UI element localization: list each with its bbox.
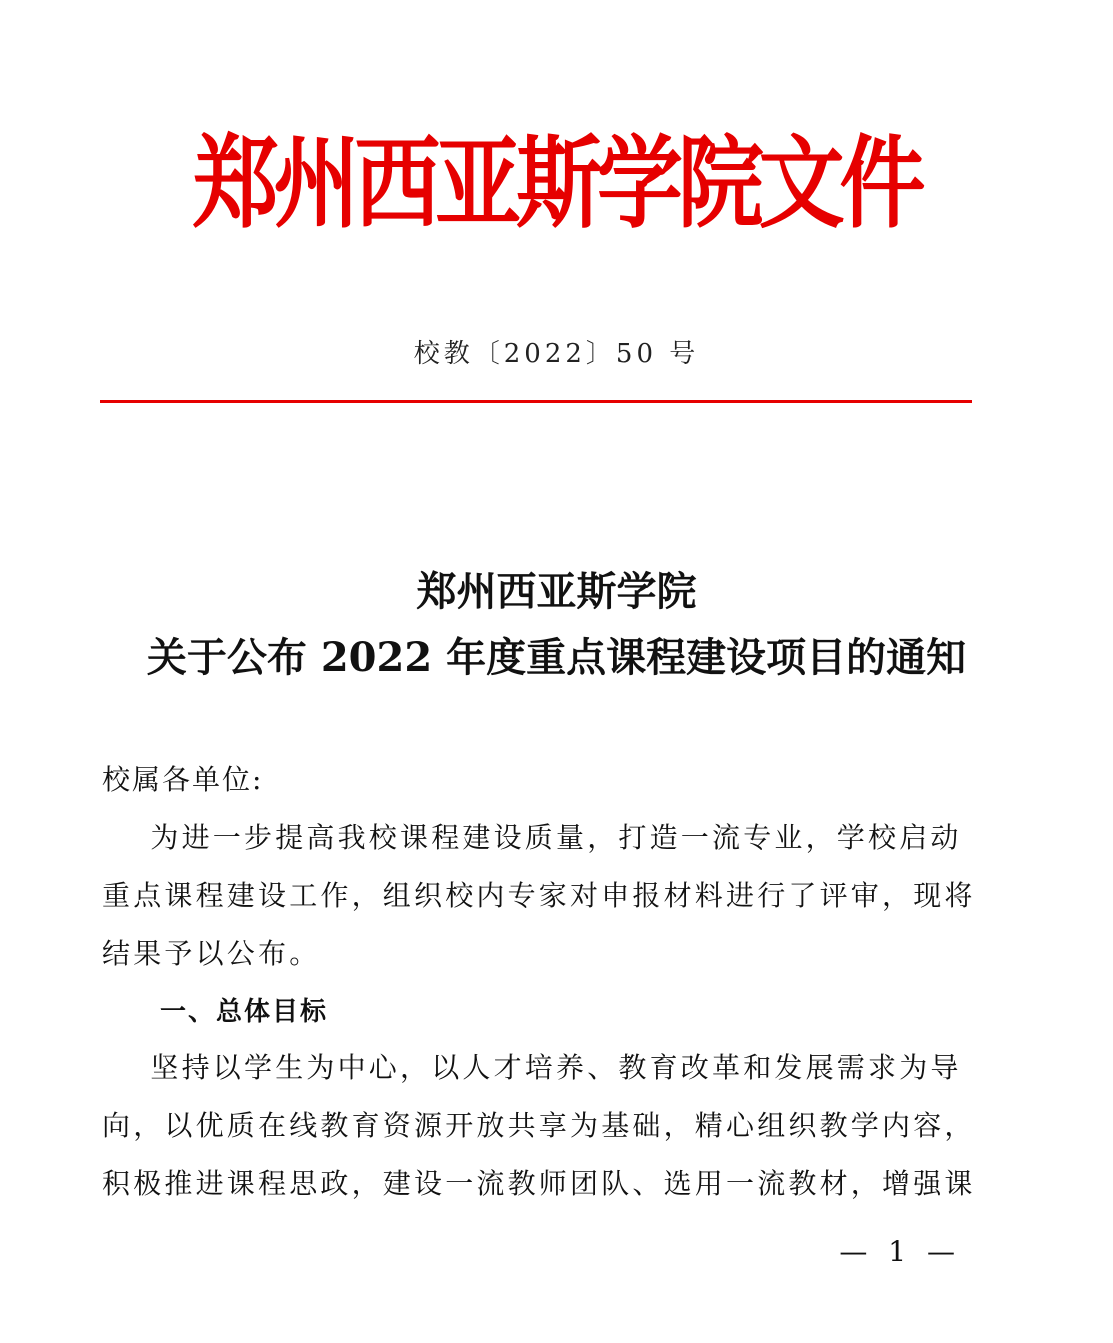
masthead-title: 郑州西亚斯学院文件 <box>192 124 921 242</box>
salutation: 校属各单位: <box>102 763 264 796</box>
page-number: — 1 — <box>839 1235 961 1268</box>
paragraph-1-line: 为进一步提高我校课程建设质量，打造一流专业，学校启动 <box>102 821 962 854</box>
paragraph-2-line: 向，以优质在线教育资源开放共享为基础，精心组织教学内容， <box>102 1109 976 1142</box>
document-number: 校教〔2022〕50 号 <box>413 339 700 369</box>
paragraph-1 <box>102 818 976 992</box>
paragraph-2-line: 坚持以学生为中心，以人才培养、教育改革和发展需求为导 <box>102 1051 962 1084</box>
paragraph-2-line: 积极推进课程思政，建设一流教师团队、选用一流教材，增强课 <box>102 1167 976 1200</box>
paragraph-2 <box>102 1048 976 1222</box>
section-heading-overall-goal: 一、总体目标 <box>160 997 329 1027</box>
notice-title-line-2: 关于公布 2022 年度重点课程建设项目的通知 <box>146 634 967 681</box>
red-divider-line <box>100 400 972 403</box>
notice-title-line-1: 郑州西亚斯学院 <box>416 568 697 615</box>
paragraph-1-line: 结果予以公布。 <box>102 937 321 970</box>
paragraph-1-line: 重点课程建设工作，组织校内专家对申报材料进行了评审，现将 <box>102 879 976 912</box>
